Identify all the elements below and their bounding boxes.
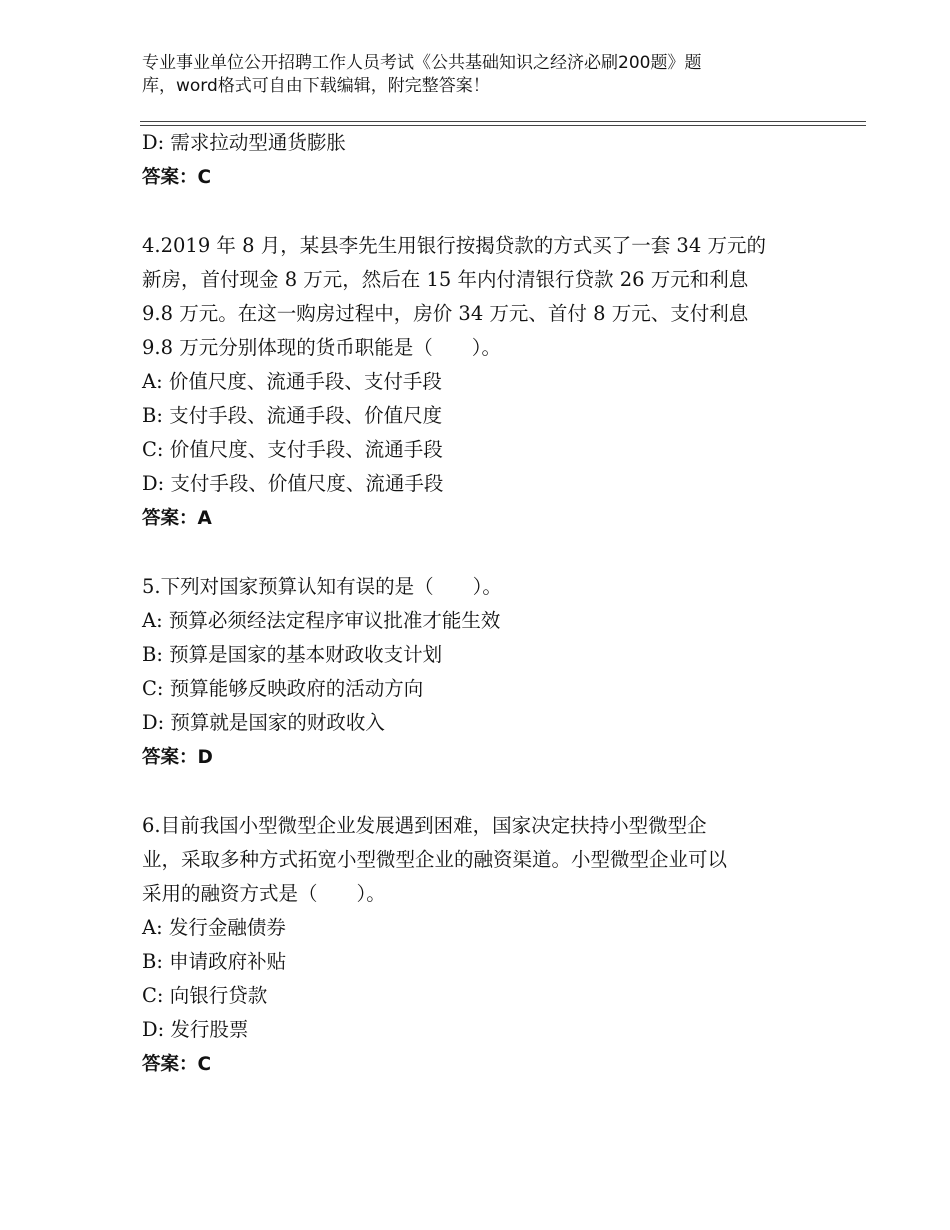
q6-stem-line-3: 采用的融资方式是（ ）。 xyxy=(142,882,386,905)
q5-answer: 答案：D xyxy=(142,747,213,768)
q4-stem-line-3: 9.8 万元。在这一购房过程中，房价 34 万元、首付 8 万元、支付利息 xyxy=(142,302,749,325)
q6-stem-line-1: 6.目前我国小型微型企业发展遇到困难，国家决定扶持小型微型企 xyxy=(142,814,707,837)
header-divider-bottom xyxy=(140,125,866,126)
q4-option-d: D: 支付手段、价值尺度、流通手段 xyxy=(142,472,444,495)
q6-stem-line-2: 业，采取多种方式拓宽小型微型企业的融资渠道。小型微型企业可以 xyxy=(142,848,728,871)
q4-option-b: B: 支付手段、流通手段、价值尺度 xyxy=(142,404,443,427)
q4-stem-line-4: 9.8 万元分别体现的货币职能是（ ）。 xyxy=(142,336,501,359)
q4-answer: 答案：A xyxy=(142,508,212,529)
q4-stem-line-2: 新房，首付现金 8 万元，然后在 15 年内付清银行贷款 26 万元和利息 xyxy=(142,268,749,291)
q4-option-c: C: 价值尺度、支付手段、流通手段 xyxy=(142,438,443,461)
q3-answer: 答案：C xyxy=(142,167,212,188)
header-title-line-2: 库，word格式可自由下载编辑，附完整答案！ xyxy=(142,76,490,96)
header-divider-top xyxy=(140,121,866,122)
q5-option-c: C: 预算能够反映政府的活动方向 xyxy=(142,677,424,700)
q6-option-c: C: 向银行贷款 xyxy=(142,984,268,1007)
q5-option-d: D: 预算就是国家的财政收入 xyxy=(142,711,385,734)
q4-stem-line-1: 4.2019 年 8 月，某县李先生用银行按揭贷款的方式买了一套 34 万元的 xyxy=(142,234,766,257)
q5-stem-line-1: 5.下列对国家预算认知有误的是（ ）。 xyxy=(142,575,502,598)
document-header xyxy=(142,52,802,98)
q4-option-a: A: 价值尺度、流通手段、支付手段 xyxy=(142,370,442,393)
header-title-line-1: 专业事业单位公开招聘工作人员考试《公共基础知识之经济必刷200题》题 xyxy=(142,53,702,73)
q6-answer: 答案：C xyxy=(142,1054,212,1075)
q5-option-a: A: 预算必须经法定程序审议批准才能生效 xyxy=(142,609,501,632)
q6-option-b: B: 申请政府补贴 xyxy=(142,950,287,973)
q5-option-b: B: 预算是国家的基本财政收支计划 xyxy=(142,643,443,666)
q3-option-d: D: 需求拉动型通货膨胀 xyxy=(142,131,346,154)
q6-option-a: A: 发行金融债券 xyxy=(142,916,286,939)
q6-option-d: D: 发行股票 xyxy=(142,1018,249,1041)
